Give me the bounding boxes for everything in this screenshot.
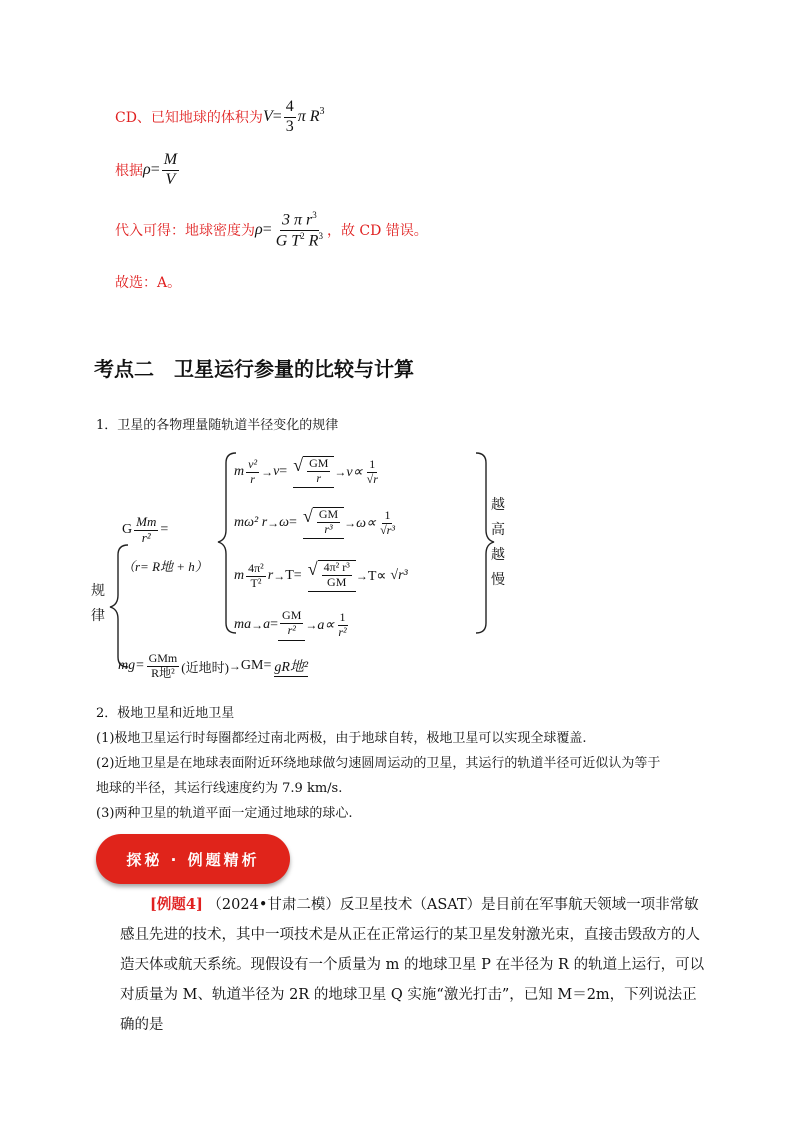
row-period: m $\frac{\text{4π²}}{\text{T²}}$ r → T = √ $\frac{\text{4π² r³}}{GM}$ → T∝ √r³ (234, 553, 408, 599)
solution-sub-suffix: ，故 CD 错误。 (326, 223, 428, 239)
row-acceleration: ma → a = $\frac{GM}{\text{r²}}$ → a∝ $\frac{1}{\text{r²}}$ (234, 605, 351, 645)
gravity-expression: G $\frac{Mm}{\text{r²}}$ = (122, 514, 169, 545)
example-label: [例题4] (150, 896, 203, 913)
solution-line-cd (115, 97, 325, 137)
formula-density-result: ρ = $\frac{3 \pi r^3}{G T^2 R^3}$ (255, 209, 323, 249)
formula-density-def: ρ = $\frac{M}{V}$ (143, 151, 178, 188)
example-4 (120, 890, 710, 1040)
example-banner: 探秘 · 例题精析 (96, 834, 290, 884)
item2-line-1: (1)极地卫星运行时每圈都经过南北两极，由于地球自转，极地卫星可以实现全球覆盖. (96, 731, 587, 746)
solution-sub-text: 代入可得：地球密度为 (115, 223, 255, 239)
solution-line-rho (115, 150, 181, 190)
satellite-rules-diagram (88, 445, 518, 685)
solution-cd-text: CD、已知地球的体积为 (115, 110, 263, 126)
solution-line-substitute (115, 208, 428, 252)
row-velocity: m $\frac{\text{v²}}{r}$ → v = √ $\frac{GM}{r}$ → v∝ $\frac{1}{√r}$ (234, 451, 382, 493)
row-angular-velocity: mω² r → ω = √ $\frac{GM}{\text{r³}}$ → ω∝ $\frac{1}{\text{√r³}}$ (234, 501, 399, 545)
higher-slower-label: 越 高 越 慢 (491, 497, 505, 588)
item1-title: 1．卫星的各物理量随轨道半径变化的规律 (96, 418, 339, 433)
rule-label: 规 律 (91, 583, 105, 624)
solution-rho-text: 根据 (115, 163, 143, 179)
formula-volume: V = $\frac{4}{3}$ π R $^3$ (262, 98, 325, 135)
item2-line-2: (2)近地卫星是在地球表面附近环绕地球做匀速圆周运动的卫星，其运行的轨道半径可近似认为等于 (96, 756, 661, 771)
item2-line-4: (3)两种卫星的轨道平面一定通过地球的球心. (96, 806, 353, 821)
item2-title: 2．极地卫星和近地卫星 (96, 706, 235, 721)
item2-line-3: 地球的半径，其运行线速度约为 7.9 km/s. (96, 781, 343, 796)
section-title: 考点二 卫星运行参量的比较与计算 (94, 357, 414, 381)
radius-condition: （r= R地 + h） (122, 559, 208, 574)
near-earth-relation: mg= $\frac{\text{GMm}}{\text{R地²}}$ (近地时) → GM= gR地² (118, 650, 309, 680)
example-text: （2024•甘肃二模）反卫星技术（ASAT）是目前在军事航天领域一项非常敏感且先进的技术，其中一项技术是从正在正常运行的某卫星发射激光束，直接击毁敌方的人造天体或航天系统。现假设有一个质量为 m 的地球卫星 P 在半径为 R 的轨道上运行，可以对质量为 M、轨道半径为 2R 的地球卫星 Q 实施“激光打击”，已知 M＝2m，下列说法正确的是 (120, 897, 705, 1033)
solution-answer: 故选：A。 (115, 275, 182, 291)
